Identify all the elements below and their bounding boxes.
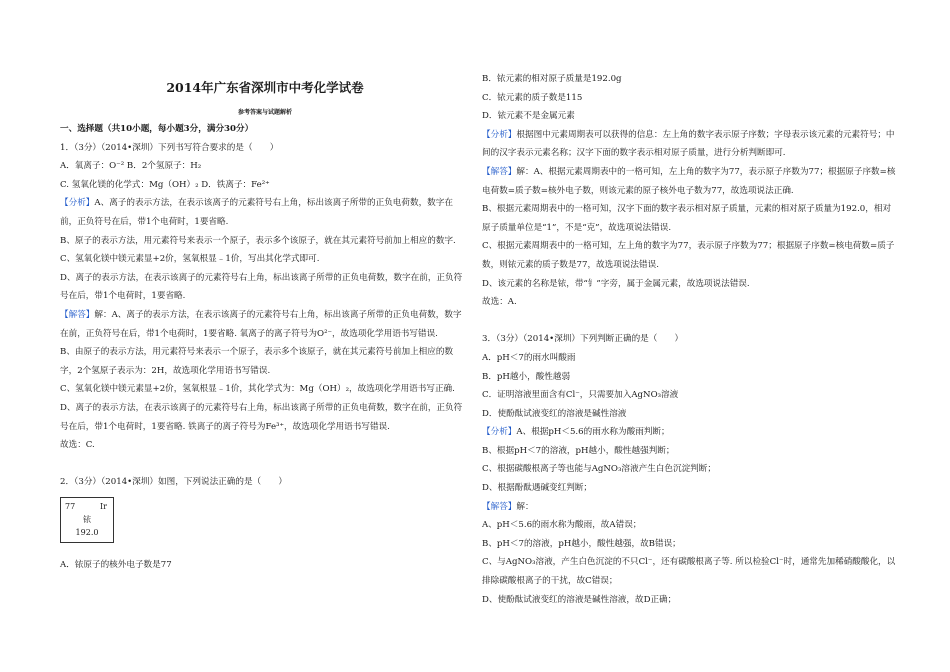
q1-solution-2: B、由原子的表示方法，用元素符号来表示一个原子，表示多个该原子，就在其元素符号前加上相应的数字，2个氢原子表示为：2H，故选项化学用语书写错误. — [60, 347, 454, 376]
section-heading: 一、选择题（共10小题，每小题3分，满分30分） — [60, 124, 254, 134]
q1-stem: 1．（3分）（2014•深圳）下列书写符合要求的是（ ） — [60, 142, 279, 153]
q3-analysis-2: B、根据pH＜7的溶液，pH越小，酸性越强判断； — [482, 445, 675, 456]
analysis-tag: 【分析】 — [482, 129, 517, 140]
q3-option-d: D．使酚酞试液变红的溶液是碱性溶液 — [482, 408, 627, 419]
q1-analysis-3: C、氢氧化镁中镁元素显+2价，氢氧根显﹣1价，写出其化学式即可. — [60, 254, 320, 265]
q1-answer: 故选：C. — [60, 440, 95, 451]
page-title: 2014年广东省深圳市中考化学试卷 — [166, 80, 364, 95]
atomic-mass: 192.0 — [75, 527, 99, 537]
q3-stem: 3．（3分）（2014•深圳）下列判断正确的是（ ） — [482, 334, 684, 345]
element-name: 铱 — [83, 514, 91, 524]
q2-solution-4: D、该元素的名称是铱，带“钅”字旁，属于金属元素，故选项说法错误. — [482, 278, 750, 289]
element-cell-iridium — [60, 497, 114, 543]
analysis-text: A、离子的表示方法，在表示该离子的元素符号右上角，标出该离子所带的正负电荷数，数字在前，正负符号在后，带1个电荷时，1要省略. — [60, 198, 453, 227]
q3-solution-1: A、pH＜5.6的雨水称为酸雨，故A错误； — [482, 520, 642, 531]
q2-solution-3: C、根据元素周期表中的一格可知，左上角的数字为77，表示原子序数为77；根据原子序数=核电荷数=质子数，则铱元素的质子数是77，故选项说法错误. — [482, 241, 895, 270]
q1-solution-3: C、氢氧化镁中镁元素显+2价，氢氧根显﹣1价，其化学式为：Mg（OH）₂，故选项化学用语书写正确. — [60, 384, 455, 395]
q3-solution-2: B、pH＜7的溶液，pH越小，酸性越强，故B错误； — [482, 538, 681, 549]
q1-solution-1 — [60, 306, 470, 343]
q3-analysis-4: D、根据酚酞遇碱变红判断； — [482, 483, 593, 494]
solution-text: 解：A、离子的表示方法，在表示该离子的元素符号右上角，标出该离子所带的正负电荷数，数字在前，正负符号在后，带1个电荷时，1要省略. 氧离子的离子符号为O²⁻，故选项化学用语书写错误. — [60, 309, 462, 339]
q2-analysis — [482, 126, 898, 163]
q3-option-b: B．pH越小，酸性越弱 — [482, 371, 571, 382]
q3-option-a: A．pH＜7的雨水叫酸雨 — [482, 352, 576, 363]
q1-options-cd: C. 氢氧化镁的化学式：Mg（OH）₂ D．铁离子：Fe²⁺ — [60, 179, 270, 190]
q1-analysis-2: B、原子的表示方法，用元素符号来表示一个原子，表示多个该原子，就在其元素符号前加上相应的数字. — [60, 235, 456, 246]
analysis-text: 根据图中元素周期表可以获得的信息：左上角的数字表示原子序数；字母表示该元素的元素符号；中间的汉字表示元素名称；汉字下面的数字表示相对原子质量，进行分析判断即可. — [482, 129, 895, 159]
q3-solution-4: D、使酚酞试液变红的溶液是碱性溶液，故D正确； — [482, 594, 677, 605]
solution-tag: 【解答】 — [482, 501, 517, 512]
solution-tag: 【解答】 — [60, 309, 95, 320]
page-subtitle: 参考答案与试题解析 — [237, 109, 292, 116]
q1-analysis-1 — [60, 194, 470, 231]
left-column — [60, 120, 470, 575]
q2-stem: 2．（3分）（2014•深圳）如图，下列说法正确的是（ ） — [60, 477, 287, 488]
analysis-tag: 【分析】 — [60, 198, 95, 209]
q3-solution-0 — [482, 498, 898, 517]
q2-option-b: B．铱元素的相对原子质量是192.0g — [482, 74, 622, 84]
q2-solution-1 — [482, 163, 898, 200]
solution-tag: 【解答】 — [482, 166, 517, 177]
q3-solution-3: C、与AgNO₃溶液，产生白色沉淀的不只Cl⁻，还有碳酸根离子等. 所以检验Cl⁻时，通常先加稀硝酸酸化，以排除碳酸根离子的干扰，故C错误； — [482, 557, 896, 587]
analysis-tag: 【分析】 — [482, 427, 517, 438]
solution-text: 解：A、根据元素周期表中的一格可知，左上角的数字为77，表示原子序数为77；根据原子序数=核电荷数=质子数=核外电子数，则该元素的原子核外电子数为77，故选项说法正确. — [482, 166, 896, 196]
solution-text: 解： — [516, 501, 534, 512]
q2-answer: 故选：A. — [482, 297, 517, 308]
q1-options-ab: A．氧离子：O⁻² B．2个氢原子：H₂ — [60, 161, 202, 172]
q1-analysis-4: D、离子的表示方法，在表示该离子的元素符号右上角，标出该离子所带的正负电荷数，数字在前，正负符号在后，带1个电荷时，1要省略. — [60, 272, 463, 302]
q2-option-a: A．铱原子的核外电子数是77 — [60, 560, 172, 571]
q3-analysis-1 — [482, 423, 898, 442]
q3-option-c: C．证明溶液里面含有Cl⁻，只需要加入AgNO₃溶液 — [482, 390, 679, 401]
q2-solution-2: B、根据元素周期表中的一格可知，汉字下面的数字表示相对原子质量，元素的相对原子质量为192.0，相对原子质量单位是“1”，不是“克”，故选项说法错误. — [482, 204, 892, 233]
element-symbol: Ir — [100, 501, 107, 511]
q2-option-c: C．铱元素的质子数是115 — [482, 92, 583, 103]
q1-solution-4: D、离子的表示方法，在表示该离子的元素符号右上角，标出该离子所带的正负电荷数，数字在前，正负符号在后，带1个电荷时，1要省略. 铁离子的离子符号为Fe³⁺，故选项化学用语书写错误. — [60, 402, 463, 432]
q3-analysis-3: C、根据碳酸根离子等也能与AgNO₃溶液产生白色沉淀判断； — [482, 464, 716, 475]
analysis-text: A、根据pH＜5.6的雨水称为酸雨判断； — [516, 427, 670, 438]
atomic-number: 77 — [65, 501, 76, 511]
q2-option-d: D．铱元素不是金属元素 — [482, 111, 575, 122]
right-column — [482, 70, 898, 609]
